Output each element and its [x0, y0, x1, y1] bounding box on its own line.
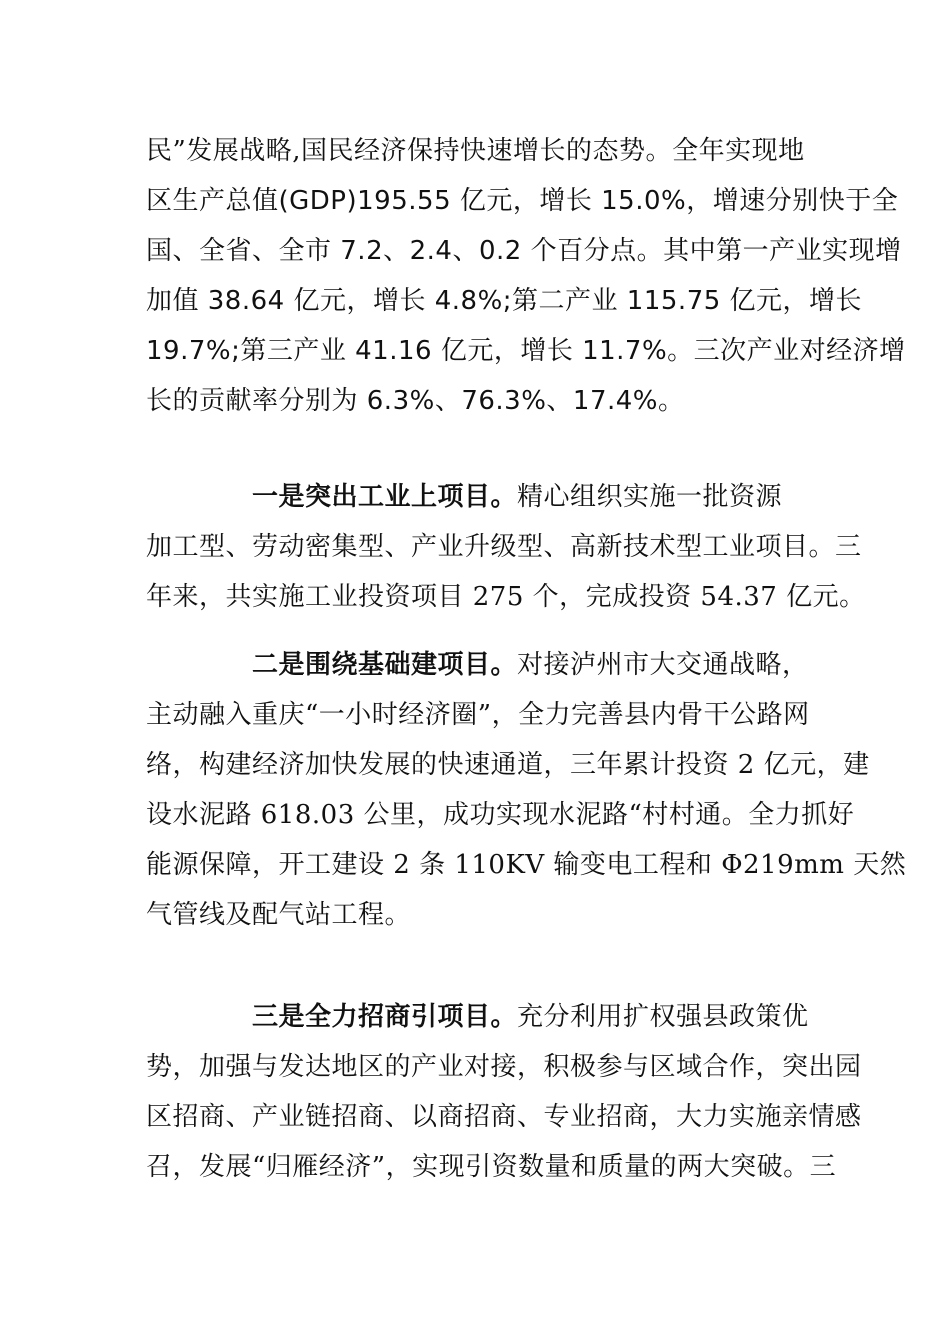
text-run: 全年实现地: [672, 136, 805, 166]
text-line: 势，加强与发达地区的产业对接，积极参与区域合作，突出园: [146, 1052, 862, 1082]
text-run: 充分利用扩权强县政策优: [517, 1002, 809, 1032]
paragraph-infrastructure-projects: [146, 640, 907, 940]
text-run: 民”发展战略,国民经济保持快速增长的态势。: [146, 136, 673, 166]
text-line: [146, 472, 811, 522]
text-line: 气管线及配气站工程。: [146, 900, 412, 930]
indent: [146, 482, 252, 512]
text-line: 19.7%;第三产业 41.16 亿元，增长 11.7%。三次产业对经济增: [146, 336, 906, 366]
text-line: 国、全省、全市 7.2、2.4、0.2 个百分点。其中第一产业实现增: [146, 236, 902, 266]
paragraph-heading: 三是全力招商引项目。: [252, 1002, 518, 1032]
text-line: 召，发展“归雁经济”，实现引资数量和质量的两大突破。三: [146, 1152, 837, 1182]
text-run: 精心组织实施一批资源: [517, 482, 783, 512]
paragraph-heading: 一是突出工业上项目。: [252, 482, 518, 512]
text-line: [146, 126, 811, 176]
indent: [146, 1002, 252, 1032]
indent: [146, 650, 252, 680]
text-line: 络，构建经济加快发展的快速通道，三年累计投资 2 亿元，建: [146, 750, 870, 780]
text-run: 对接泸州市大交通战略，: [517, 650, 809, 680]
text-line: 加工型、劳动密集型、产业升级型、高新技术型工业项目。三: [146, 532, 862, 562]
text-line: 设水泥路 618.03 公里，成功实现水泥路“村村通。全力抓好: [146, 800, 855, 830]
paragraph-economic-overview: [146, 126, 906, 426]
text-line: [146, 992, 811, 1042]
paragraph-industry-projects: [146, 472, 866, 622]
text-line: 加值 38.64 亿元，增长 4.8%;第二产业 115.75 亿元，增长: [146, 286, 863, 316]
text-line: 区生产总值(GDP)195.55 亿元，增长 15.0%，增速分别快于全: [146, 186, 899, 216]
text-line: [146, 640, 811, 690]
text-line: 长的贡献率分别为 6.3%、76.3%、17.4%。: [146, 386, 685, 416]
text-line: 年来，共实施工业投资项目 275 个，完成投资 54.37 亿元。: [146, 582, 866, 612]
paragraph-investment-attraction: [146, 992, 862, 1192]
paragraph-heading: 二是围绕基础建项目。: [252, 650, 518, 680]
text-line: 能源保障，开工建设 2 条 110KV 输变电工程和 Φ219mm 天然: [146, 850, 907, 880]
text-line: 区招商、产业链招商、以商招商、专业招商，大力实施亲情感: [146, 1102, 862, 1132]
text-line: 主动融入重庆“一小时经济圈”，全力完善县内骨干公路网: [146, 700, 810, 730]
